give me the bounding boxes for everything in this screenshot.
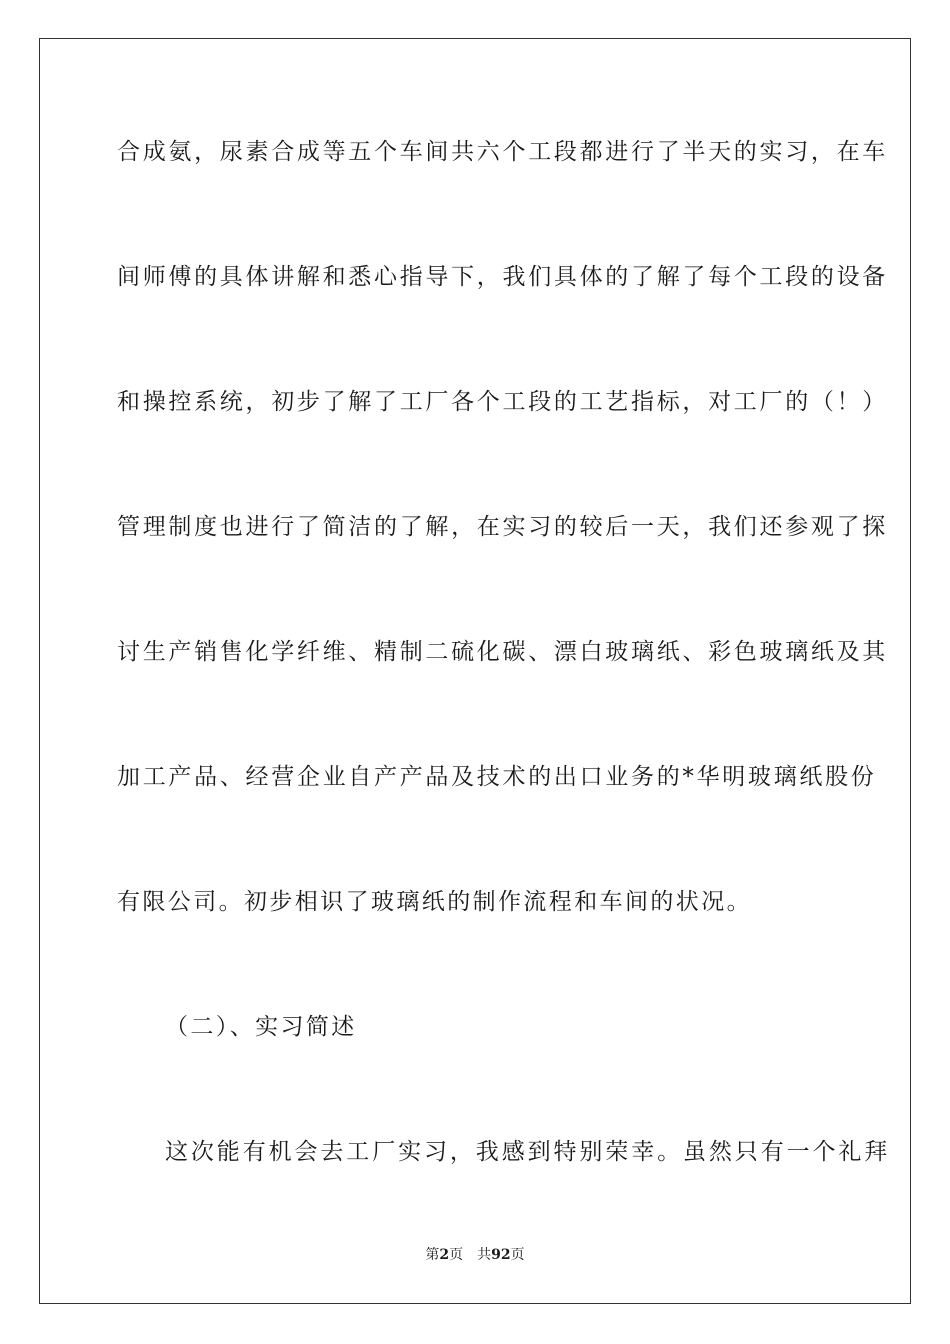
body-line-5: 讨生产销售化学纤维、精制二硫化碳、漂白玻璃纸、彩色玻璃纸及其 [117,639,888,665]
body-line-1: 合成氨，尿素合成等五个车间共六个工段都进行了半天的实习，在车 [117,139,888,165]
body-line-3: 和操控系统，初步了解了工厂各个工段的工艺指标，对工厂的（！） [117,389,888,415]
body-line-4: 管理制度也进行了简洁的了解，在实习的较后一天，我们还参观了探 [117,514,888,540]
total-prefix: 共 [477,1247,492,1263]
body-line-6: 加工产品、经营企业自产产品及技术的出口业务的*华明玻璃纸股份 [117,764,877,790]
page-footer [0,1246,950,1264]
page-number: 2 [439,1247,450,1263]
body-line-7: 有限公司。初步相识了玻璃纸的制作流程和车间的状况。 [117,889,752,915]
total-suffix: 页 [510,1247,525,1263]
paragraph-first-line: 这次能有机会去工厂实习，我感到特别荣幸。虽然只有一个礼拜 [165,1139,891,1165]
page-frame [39,38,911,1304]
page-suffix: 页 [449,1247,464,1263]
page-prefix: 第 [425,1247,440,1263]
section-heading: （二）、实习简述 [165,1014,357,1040]
body-line-2: 间师傅的具体讲解和悉心指导下，我们具体的了解了每个工段的设备 [117,264,888,290]
total-pages: 92 [491,1247,511,1263]
